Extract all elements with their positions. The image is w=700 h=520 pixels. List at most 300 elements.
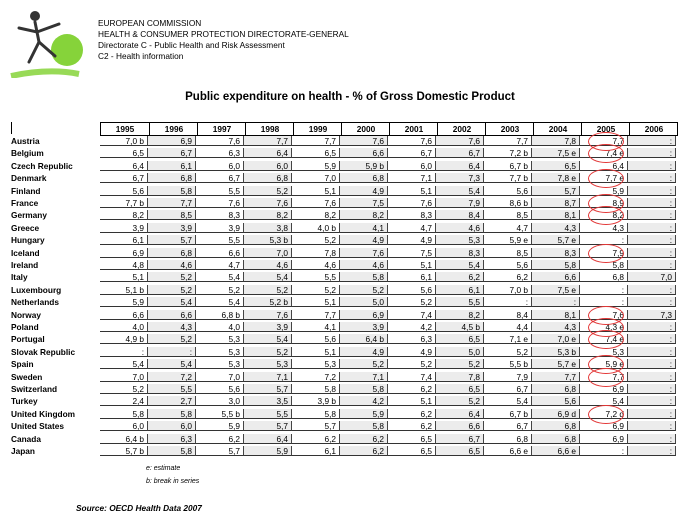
value-cell: 6,2 <box>484 272 532 282</box>
value-cell: 4,1 <box>340 223 388 233</box>
value-cell: : <box>628 359 676 369</box>
value-cell: 7,3 <box>628 310 676 320</box>
value-cell: 5,8 <box>292 409 340 419</box>
value-cell: : <box>628 173 676 183</box>
value-cell: 5,5 b <box>484 359 532 369</box>
value-cell: : <box>628 210 676 220</box>
value-cell: 5,2 <box>340 359 388 369</box>
value-cell: 7,0 b <box>100 136 148 146</box>
value-cell: 6,6 <box>100 310 148 320</box>
value-cell: 5,5 <box>148 384 196 394</box>
logo-figure-icon <box>19 11 59 62</box>
value-cell: 7,2 <box>148 372 196 382</box>
country-name: Turkey <box>11 396 38 407</box>
value-cell: 6,9 <box>580 384 628 394</box>
value-cell: 6,2 <box>340 434 388 444</box>
country-name: United States <box>11 421 65 432</box>
value-cell: 6,0 <box>100 421 148 431</box>
value-cell: 4,7 <box>388 223 436 233</box>
value-cell: 6,7 <box>484 421 532 431</box>
value-cell: 7,0 <box>196 372 244 382</box>
value-cell: 4,9 <box>340 235 388 245</box>
value-cell: 5,7 <box>196 446 244 456</box>
value-cell: 5,9 <box>340 409 388 419</box>
value-cell: : <box>628 248 676 258</box>
value-cell: 6,9 <box>340 310 388 320</box>
value-cell: 7,1 e <box>484 334 532 344</box>
year-header-row <box>100 122 678 136</box>
value-cell: 8,3 <box>196 210 244 220</box>
value-cell: 6,0 <box>196 161 244 171</box>
value-cell: 3,9 b <box>292 396 340 406</box>
value-cell: 8,2 <box>580 210 628 220</box>
value-cell: 5,3 <box>196 359 244 369</box>
value-cell: 5,4 <box>100 359 148 369</box>
value-cell: 6,1 <box>100 235 148 245</box>
value-cell: 6,1 <box>388 272 436 282</box>
value-cell: 5,8 <box>292 384 340 394</box>
value-cell: 7,0 e <box>532 334 580 344</box>
year-header: 2005 <box>581 123 630 135</box>
value-cell: 4,8 <box>100 260 148 270</box>
value-cell: 6,7 <box>436 148 484 158</box>
value-cell: 7,8 e <box>532 173 580 183</box>
value-cell: 8,3 <box>436 248 484 258</box>
value-cell: 5,3 <box>244 359 292 369</box>
value-cell: : <box>628 136 676 146</box>
value-cell: 5,7 b <box>100 446 148 456</box>
value-cell: : <box>628 434 676 444</box>
value-cell: 7,8 <box>532 136 580 146</box>
value-cell: 5,6 <box>196 384 244 394</box>
value-cell: : <box>148 347 196 357</box>
value-cell: 8,4 <box>436 210 484 220</box>
value-cell: 7,7 <box>532 372 580 382</box>
value-cell: 5,9 <box>244 446 292 456</box>
value-cell: 5,9 b <box>340 161 388 171</box>
value-cell: 7,6 <box>388 136 436 146</box>
value-cell: 7,4 e <box>580 334 628 344</box>
value-cell: 4,6 <box>340 260 388 270</box>
value-cell: 2,4 <box>100 396 148 406</box>
value-cell: 6,9 <box>580 434 628 444</box>
left-bracket <box>11 122 12 134</box>
value-cell: 5,3 <box>436 235 484 245</box>
value-cell: 7,7 <box>148 198 196 208</box>
value-cell: 3,9 <box>244 322 292 332</box>
country-name: France <box>11 198 39 208</box>
value-cell: : <box>532 297 580 307</box>
value-cell: 7,6 <box>436 136 484 146</box>
value-cell: 6,7 <box>100 173 148 183</box>
country-name: Belgium <box>11 148 44 159</box>
country-name: Denmark <box>11 173 47 184</box>
value-cell: 5,4 <box>244 272 292 282</box>
value-cell: 4,3 <box>532 322 580 332</box>
value-cell: 5,4 <box>196 272 244 282</box>
value-cell: 7,6 <box>388 198 436 208</box>
value-cell: 5,8 <box>340 272 388 282</box>
note-estimate: e: estimate <box>146 465 181 472</box>
value-cell: 5,2 <box>292 285 340 295</box>
value-cell: 7,8 <box>436 372 484 382</box>
value-cell: 5,6 <box>292 334 340 344</box>
value-cell: 5,1 <box>388 396 436 406</box>
value-cell: 5,2 <box>436 359 484 369</box>
value-cell: 5,7 <box>244 384 292 394</box>
value-cell: 3,5 <box>244 396 292 406</box>
value-cell: : <box>628 347 676 357</box>
value-cell: 5,2 <box>148 272 196 282</box>
value-cell: 6,2 <box>388 421 436 431</box>
value-cell: : <box>628 297 676 307</box>
country-name: Italy <box>11 272 28 283</box>
country-name: Switzerland <box>11 384 58 394</box>
value-cell: 8,2 <box>100 210 148 220</box>
value-cell: 8,2 <box>436 310 484 320</box>
value-cell: 4,0 b <box>292 223 340 233</box>
value-cell: 6,8 <box>532 384 580 394</box>
logo-swoosh <box>11 71 79 76</box>
value-cell: 5,1 <box>292 347 340 357</box>
value-cell: 5,3 <box>580 347 628 357</box>
value-cell: 5,4 <box>580 396 628 406</box>
value-cell: 7,5 <box>340 198 388 208</box>
value-cell: 7,7 <box>580 372 628 382</box>
value-cell: 7,0 <box>292 173 340 183</box>
value-cell: 6,8 b <box>196 310 244 320</box>
value-cell: 7,7 <box>580 136 628 146</box>
value-cell: 4,2 <box>340 396 388 406</box>
value-cell: : <box>580 235 628 245</box>
value-cell: 6,8 <box>244 173 292 183</box>
value-cell: 4,6 <box>292 260 340 270</box>
value-cell: 6,7 <box>388 148 436 158</box>
country-name: Ireland <box>11 260 39 270</box>
value-cell: 6,0 <box>148 421 196 431</box>
value-cell: 6,5 <box>292 148 340 158</box>
value-cell: 6,5 <box>436 334 484 344</box>
value-cell: 6,0 <box>244 161 292 171</box>
value-cell: 5,4 <box>436 186 484 196</box>
value-cell: 5,2 <box>148 285 196 295</box>
value-cell: 6,7 <box>484 384 532 394</box>
value-cell: 3,8 <box>244 223 292 233</box>
value-cell: 5,1 <box>292 186 340 196</box>
value-cell: 5,8 <box>532 260 580 270</box>
value-cell: 8,2 <box>292 210 340 220</box>
value-cell: 5,7 e <box>532 359 580 369</box>
value-cell: 7,6 <box>340 248 388 258</box>
value-cell: 5,7 <box>244 421 292 431</box>
value-cell: 5,7 <box>532 186 580 196</box>
value-cell: 6,4 <box>244 434 292 444</box>
year-header: 1995 <box>115 124 135 134</box>
value-cell: 5,2 <box>436 396 484 406</box>
value-cell: 6,0 <box>388 161 436 171</box>
value-cell: 5,4 <box>436 260 484 270</box>
value-cell: 6,7 <box>436 434 484 444</box>
country-name: Greece <box>11 222 40 233</box>
value-cell: : <box>628 223 676 233</box>
value-cell: 5,2 <box>100 384 148 394</box>
value-cell: 5,8 <box>148 409 196 419</box>
value-cell: 6,4 b <box>340 334 388 344</box>
value-cell: 7,1 <box>340 372 388 382</box>
value-cell: 7,6 <box>196 136 244 146</box>
value-cell: : <box>100 347 148 357</box>
value-cell: 7,7 <box>292 136 340 146</box>
value-cell: 5,7 <box>292 421 340 431</box>
value-cell: 7,0 <box>628 272 676 282</box>
value-cell: 4,1 <box>292 322 340 332</box>
org-name: EUROPEAN COMMISSION <box>98 18 202 28</box>
value-cell: 7,9 <box>436 198 484 208</box>
value-cell: 6,4 <box>100 161 148 171</box>
value-cell: 8,5 <box>484 248 532 258</box>
value-cell: 7,2 d <box>580 409 628 419</box>
value-cell: 4,0 <box>100 322 148 332</box>
country-name: Luxembourg <box>11 284 62 295</box>
value-cell: 4,3 <box>148 322 196 332</box>
year-header: 1997 <box>197 123 246 135</box>
value-cell: 5,5 b <box>196 409 244 419</box>
value-cell: 6,6 <box>532 272 580 282</box>
value-cell: 8,3 <box>532 248 580 258</box>
value-cell: 7,6 <box>244 198 292 208</box>
value-cell: 5,8 <box>148 446 196 456</box>
value-cell: 4,3 e <box>580 322 628 332</box>
value-cell: 5,6 <box>388 285 436 295</box>
value-cell: 5,8 <box>100 409 148 419</box>
value-cell: 3,0 <box>196 396 244 406</box>
value-cell: 6,7 <box>196 173 244 183</box>
value-cell: 7,2 b <box>484 148 532 158</box>
year-header: 2001 <box>389 123 438 135</box>
value-cell: 7,6 <box>340 136 388 146</box>
note-break: b: break in series <box>146 478 200 485</box>
country-name: Austria <box>11 136 40 146</box>
value-cell: 5,5 <box>436 297 484 307</box>
value-cell: 3,9 <box>148 223 196 233</box>
value-cell: 7,7 e <box>580 173 628 183</box>
value-cell: 8,6 b <box>484 198 532 208</box>
value-cell: 4,4 <box>484 322 532 332</box>
value-cell: 5,1 <box>388 260 436 270</box>
value-cell: 5,2 b <box>244 297 292 307</box>
value-cell: 4,7 <box>484 223 532 233</box>
value-cell: 7,7 <box>484 136 532 146</box>
value-cell: 5,4 <box>244 334 292 344</box>
value-cell: 6,6 <box>196 248 244 258</box>
value-cell: 6,2 <box>340 446 388 456</box>
value-cell: 5,1 <box>388 186 436 196</box>
value-cell: 7,1 <box>244 372 292 382</box>
value-cell: 6,9 d <box>532 409 580 419</box>
value-cell: 6,7 b <box>484 409 532 419</box>
value-cell: 7,7 b <box>100 198 148 208</box>
value-cell: : <box>628 148 676 158</box>
value-cell: 5,1 <box>292 297 340 307</box>
value-cell: : <box>628 334 676 344</box>
value-cell: 5,5 <box>196 235 244 245</box>
value-cell: 6,4 <box>436 409 484 419</box>
value-cell: 6,5 <box>388 434 436 444</box>
value-cell: 7,9 <box>580 248 628 258</box>
value-cell: 8,1 <box>532 210 580 220</box>
value-cell: 5,8 <box>580 260 628 270</box>
value-cell: 5,6 <box>532 396 580 406</box>
value-cell: 6,6 <box>340 148 388 158</box>
value-cell: 8,5 <box>484 210 532 220</box>
value-cell: 5,9 e <box>580 359 628 369</box>
value-cell: 6,3 <box>388 334 436 344</box>
value-cell: 7,8 <box>292 248 340 258</box>
value-cell: 4,7 <box>196 260 244 270</box>
value-cell: 8,7 <box>532 198 580 208</box>
value-cell: 4,2 <box>388 322 436 332</box>
value-cell: 6,4 b <box>100 434 148 444</box>
value-cell: 5,9 <box>196 421 244 431</box>
value-cell: 5,3 b <box>532 347 580 357</box>
value-cell: 6,2 <box>196 434 244 444</box>
value-cell: 5,2 <box>244 285 292 295</box>
value-cell: 6,5 <box>100 148 148 158</box>
value-cell: 6,5 <box>388 446 436 456</box>
value-cell: 6,6 <box>148 310 196 320</box>
value-cell: : <box>628 446 676 456</box>
value-cell: 6,7 b <box>484 161 532 171</box>
country-name: Canada <box>11 433 41 444</box>
value-cell: 7,5 e <box>532 285 580 295</box>
country-name: Sweden <box>11 371 43 382</box>
value-cell: 5,1 <box>100 272 148 282</box>
value-cell: 4,3 <box>580 223 628 233</box>
value-cell: 6,9 <box>580 421 628 431</box>
org-header <box>98 18 349 62</box>
value-cell: 5,4 <box>148 297 196 307</box>
value-cell: 7,0 <box>244 248 292 258</box>
value-cell: 5,2 <box>196 285 244 295</box>
value-cell: : <box>628 235 676 245</box>
unit-name: C2 - Health information <box>98 51 184 61</box>
value-cell: 6,3 <box>196 148 244 158</box>
country-name: Portugal <box>11 334 45 345</box>
country-name: United Kingdom <box>11 408 76 419</box>
value-cell: 7,7 <box>244 136 292 146</box>
source-note: Source: OECD Health Data 2007 <box>76 503 202 513</box>
value-cell: 5,2 <box>244 186 292 196</box>
value-cell: 8,3 <box>388 210 436 220</box>
value-cell: 7,6 <box>196 198 244 208</box>
year-header: 1998 <box>245 123 294 135</box>
value-cell: 4,9 <box>388 347 436 357</box>
value-cell: : <box>628 421 676 431</box>
value-cell: 5,2 <box>292 235 340 245</box>
value-cell: 5,4 <box>148 359 196 369</box>
value-cell: 3,9 <box>196 223 244 233</box>
value-cell: 5,2 <box>388 297 436 307</box>
value-cell: 7,2 <box>292 372 340 382</box>
value-cell: 8,4 <box>484 310 532 320</box>
value-cell: 6,9 <box>100 248 148 258</box>
country-name: Hungary <box>11 235 45 246</box>
value-cell: 5,8 <box>148 186 196 196</box>
value-cell: 6,5 <box>436 384 484 394</box>
value-cell: 6,9 <box>148 136 196 146</box>
value-cell: 5,6 <box>100 186 148 196</box>
country-name: Iceland <box>11 247 40 258</box>
value-cell: 6,2 <box>388 384 436 394</box>
value-cell: 5,6 <box>484 186 532 196</box>
value-cell: 6,6 e <box>484 446 532 456</box>
value-cell: 3,9 <box>100 223 148 233</box>
year-header: 2006 <box>629 123 678 135</box>
directorate-name: Directorate C - Public Health and Risk Assessment <box>98 40 285 50</box>
value-cell: 8,2 <box>340 210 388 220</box>
value-cell: 6,6 <box>436 421 484 431</box>
value-cell: 4,3 <box>532 223 580 233</box>
value-cell: 6,2 <box>388 409 436 419</box>
value-cell: 5,9 <box>292 161 340 171</box>
value-cell: 6,5 <box>532 161 580 171</box>
value-cell: 6,8 <box>532 421 580 431</box>
value-cell: 5,0 <box>340 297 388 307</box>
value-cell: 5,8 <box>340 384 388 394</box>
value-cell: 7,4 e <box>580 148 628 158</box>
value-cell: 5,7 e <box>532 235 580 245</box>
value-cell: 6,1 <box>436 285 484 295</box>
country-name: Norway <box>11 309 41 320</box>
country-name: Finland <box>11 185 41 196</box>
year-header: 2004 <box>533 123 582 135</box>
value-cell: 6,8 <box>340 173 388 183</box>
value-cell: : <box>628 260 676 270</box>
value-cell: : <box>628 372 676 382</box>
value-cell: 6,2 <box>436 272 484 282</box>
value-cell: 7,5 e <box>532 148 580 158</box>
value-cell: 5,3 b <box>244 235 292 245</box>
value-cell: 5,2 <box>148 334 196 344</box>
value-cell: 6,4 <box>580 161 628 171</box>
value-cell: 6,8 <box>484 434 532 444</box>
value-cell: 5,2 <box>244 347 292 357</box>
value-cell: 5,9 e <box>484 235 532 245</box>
value-cell: 5,9 <box>100 297 148 307</box>
value-cell: 5,3 <box>292 359 340 369</box>
value-cell: 4,6 <box>148 260 196 270</box>
year-header: 2002 <box>437 123 486 135</box>
value-cell: 7,7 <box>292 310 340 320</box>
value-cell: 5,9 <box>580 186 628 196</box>
value-cell: 4,9 <box>340 347 388 357</box>
value-cell: : <box>628 396 676 406</box>
value-cell: 7,0 b <box>484 285 532 295</box>
value-cell: 6,2 <box>292 434 340 444</box>
value-cell: 4,9 b <box>100 334 148 344</box>
value-cell: : <box>580 285 628 295</box>
value-cell: : <box>628 186 676 196</box>
value-cell: 7,4 <box>388 372 436 382</box>
value-cell: 4,9 <box>388 235 436 245</box>
value-cell: 4,6 <box>436 223 484 233</box>
value-cell: 5,1 b <box>100 285 148 295</box>
value-cell: 5,0 <box>436 347 484 357</box>
value-cell: 5,2 <box>388 359 436 369</box>
value-cell: 6,8 <box>580 272 628 282</box>
year-header: 1996 <box>149 123 198 135</box>
value-cell: : <box>628 322 676 332</box>
